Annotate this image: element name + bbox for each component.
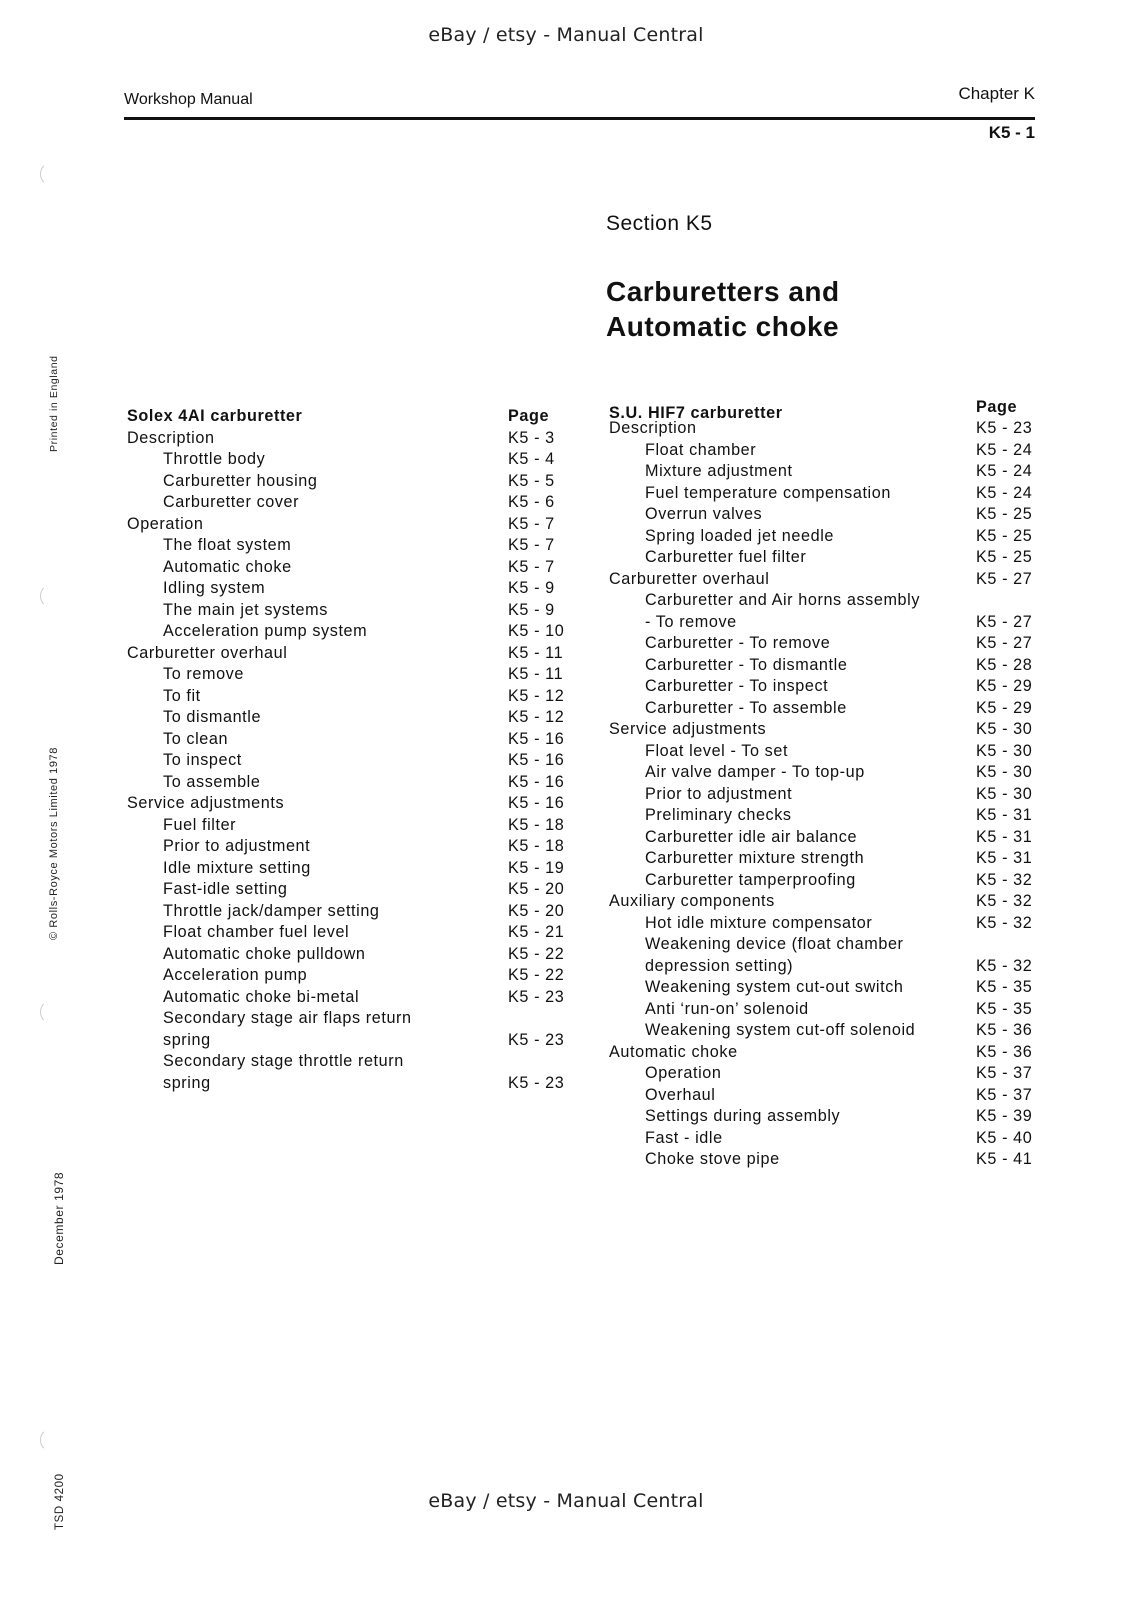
toc-entry — [127, 664, 577, 686]
toc-entry-page: K5 - 9 — [508, 579, 555, 597]
toc-entry-title: Throttle body — [163, 450, 266, 468]
toc-heading — [609, 398, 1039, 422]
toc-entry-page: K5 - 37 — [976, 1085, 1033, 1104]
toc-entry-title: Carburetter overhaul — [127, 643, 288, 662]
toc-entry-title: Automatic choke bi-metal — [163, 987, 360, 1006]
toc-entry-page: K5 - 28 — [976, 655, 1033, 674]
toc-entry — [609, 1128, 1039, 1150]
toc-entry-page: K5 - 30 — [976, 784, 1033, 803]
toc-items — [127, 428, 577, 1095]
toc-entry-title: Carburetter fuel filter — [645, 548, 807, 566]
toc-entry-title: Acceleration pump — [163, 966, 308, 984]
toc-entry — [127, 815, 577, 837]
toc-entry-page: K5 - 19 — [508, 858, 565, 877]
toc-entry — [127, 1051, 577, 1094]
toc-entry-title: Hot idle mixture compensator — [645, 913, 873, 932]
toc-heading-text: S.U. HIF7 carburetter — [609, 404, 783, 422]
toc-entry — [609, 1020, 1039, 1042]
toc-entry-title: Weakening system cut-off solenoid — [645, 1021, 916, 1039]
toc-entry-page: K5 - 32 — [976, 913, 1033, 932]
toc-entry-title: The main jet systems — [163, 600, 328, 619]
margin-printed-in: Printed in England — [48, 355, 60, 452]
toc-entry-page: K5 - 9 — [508, 600, 555, 619]
toc-entry-page: K5 - 12 — [508, 686, 565, 705]
toc-entry-page: K5 - 27 — [976, 612, 1033, 631]
toc-entry-page: K5 - 11 — [508, 643, 564, 662]
toc-entry-page: K5 - 31 — [976, 827, 1033, 846]
punch-hole-mark — [40, 1000, 63, 1024]
toc-entry-page: K5 - 40 — [976, 1128, 1033, 1147]
toc-entry — [609, 784, 1039, 806]
toc-heading-text: Solex 4AI carburetter — [127, 407, 303, 425]
toc-entry-title: Carburetter - To assemble — [645, 698, 847, 717]
toc-entry-title: Description — [127, 428, 215, 447]
toc-entry-title: Automatic choke — [163, 557, 292, 576]
toc-entry-title: Carburetter - To inspect — [645, 677, 829, 695]
toc-entry-title: Air valve damper - To top-up — [645, 763, 865, 781]
toc-entry — [127, 836, 577, 858]
toc-entry — [127, 643, 577, 665]
toc-entry — [127, 428, 577, 450]
toc-entry — [127, 922, 577, 944]
toc-entry-page: K5 - 27 — [976, 634, 1033, 652]
toc-entry — [127, 772, 577, 794]
toc-entry-title: Choke stove pipe — [645, 1150, 780, 1168]
toc-entry-title: Overrun valves — [645, 505, 763, 523]
toc-entry-page: K5 - 30 — [976, 720, 1033, 738]
header-manual-title: Workshop Manual — [124, 91, 253, 108]
punch-hole-mark — [40, 1428, 63, 1452]
section-title-line1: Carburetters and — [606, 276, 840, 307]
toc-entry — [609, 805, 1039, 827]
toc-entry — [609, 848, 1039, 870]
toc-entry-title: Secondary stage air flaps return spring — [163, 1009, 412, 1049]
toc-heading — [127, 406, 577, 428]
toc-entry — [609, 977, 1039, 999]
toc-entry — [609, 999, 1039, 1021]
toc-entry-page: K5 - 18 — [508, 837, 565, 855]
toc-entry-page: K5 - 31 — [976, 806, 1033, 824]
toc-entry-title: Operation — [645, 1064, 722, 1082]
toc-entry-page: K5 - 35 — [976, 978, 1033, 996]
toc-entry — [127, 449, 577, 471]
toc-entry-page: K5 - 30 — [976, 763, 1033, 781]
toc-entry-title: Carburetter cover — [163, 493, 300, 511]
toc-entry — [609, 1085, 1039, 1107]
toc-entry — [609, 526, 1039, 548]
toc-entry — [609, 461, 1039, 483]
toc-entry-title: Anti ‘run-on’ solenoid — [645, 999, 809, 1018]
toc-entry — [127, 535, 577, 557]
toc-entry-page: K5 - 36 — [976, 1021, 1033, 1039]
toc-entry-page: K5 - 22 — [508, 944, 565, 963]
toc-page-label: Page — [508, 407, 550, 425]
toc-entry — [609, 719, 1039, 741]
header-chapter: Chapter K — [958, 84, 1035, 103]
toc-entry — [609, 762, 1039, 784]
toc-entry-page: K5 - 37 — [976, 1064, 1033, 1082]
margin-copyright: © Rolls-Royce Motors Limited 1978 — [48, 747, 60, 940]
toc-entry — [127, 1008, 577, 1051]
toc-entry-page: K5 - 25 — [976, 505, 1033, 523]
toc-entry — [127, 557, 577, 579]
toc-entry — [609, 1042, 1039, 1064]
toc-entry — [609, 1063, 1039, 1085]
header-page-number: K5 - 1 — [988, 123, 1035, 142]
toc-entry — [609, 633, 1039, 655]
toc-entry — [127, 600, 577, 622]
toc-entry-title: Throttle jack/damper setting — [163, 901, 380, 920]
toc-entry-title: Mixture adjustment — [645, 462, 793, 480]
punch-hole-mark — [40, 162, 63, 186]
toc-entry-page: K5 - 25 — [976, 548, 1033, 566]
toc-entry-page: K5 - 24 — [976, 462, 1033, 480]
toc-entry-page: K5 - 16 — [508, 729, 565, 748]
toc-items — [609, 418, 1039, 1171]
watermark-bottom: eBay / etsy - Manual Central — [428, 1490, 704, 1512]
toc-entry-title: Description — [609, 419, 697, 437]
toc-entry-page: K5 - 32 — [976, 870, 1033, 889]
toc-entry — [609, 1149, 1039, 1171]
toc-entry — [609, 483, 1039, 505]
toc-entry-title: Overhaul — [645, 1085, 716, 1104]
toc-entry — [127, 879, 577, 901]
toc-entry — [609, 504, 1039, 526]
toc-entry-title: Secondary stage throttle return spring — [163, 1052, 404, 1092]
toc-entry-page: K5 - 30 — [976, 741, 1033, 760]
toc-entry-title: To fit — [163, 686, 201, 705]
toc-entry-page: K5 - 22 — [508, 966, 565, 984]
toc-entry — [127, 471, 577, 493]
toc-entry — [609, 870, 1039, 892]
toc-entry — [609, 547, 1039, 569]
toc-entry-title: Fast-idle setting — [163, 880, 288, 898]
toc-entry-page: K5 - 3 — [508, 428, 555, 447]
toc-entry — [127, 944, 577, 966]
toc-entry-title: Idling system — [163, 579, 266, 597]
toc-entry-page: K5 - 23 — [508, 987, 565, 1006]
punch-hole-mark — [40, 584, 63, 608]
toc-entry-title: Prior to adjustment — [163, 837, 311, 855]
toc-entry-page: K5 - 16 — [508, 772, 565, 791]
toc-entry-title: Float level - To set — [645, 741, 789, 760]
toc-entry — [127, 987, 577, 1009]
toc-entry-page: K5 - 27 — [976, 569, 1033, 588]
toc-entry — [127, 729, 577, 751]
toc-entry-title: Acceleration pump system — [163, 622, 368, 640]
toc-entry-page: K5 - 7 — [508, 514, 555, 533]
toc-entry-title: To dismantle — [163, 708, 262, 726]
toc-entry — [609, 741, 1039, 763]
toc-entry-page: K5 - 32 — [976, 956, 1033, 975]
toc-entry — [127, 750, 577, 772]
toc-entry-page: K5 - 25 — [976, 526, 1033, 545]
toc-entry-page: K5 - 24 — [976, 483, 1033, 502]
toc-entry-page: K5 - 36 — [976, 1042, 1033, 1061]
toc-entry-title: Prior to adjustment — [645, 784, 793, 803]
toc-entry-title: Carburetter tamperproofing — [645, 870, 856, 889]
toc-entry-page: K5 - 18 — [508, 815, 565, 834]
toc-entry-title: Carburetter mixture strength — [645, 849, 865, 867]
toc-entry-page: K5 - 16 — [508, 751, 565, 769]
toc-entry-page: K5 - 20 — [508, 901, 565, 920]
margin-doc-number: TSD 4200 — [54, 1473, 66, 1530]
toc-entry-title: Automatic choke pulldown — [163, 944, 366, 963]
watermark-top: eBay / etsy - Manual Central — [428, 24, 704, 46]
toc-entry — [609, 676, 1039, 698]
toc-entry — [609, 891, 1039, 913]
toc-entry-title: Automatic choke — [609, 1042, 738, 1061]
toc-entry — [609, 934, 1039, 977]
toc-entry-title: To remove — [163, 665, 244, 683]
toc-entry-title: Service adjustments — [127, 794, 285, 812]
toc-entry-page: K5 - 16 — [508, 794, 565, 812]
section-title — [606, 274, 840, 344]
toc-entry — [127, 965, 577, 987]
toc-entry — [609, 440, 1039, 462]
toc-entry-page: K5 - 41 — [976, 1150, 1033, 1168]
toc-entry-title: Float chamber — [645, 440, 757, 459]
toc-entry-title: Weakening device (float chamber depression setting) — [645, 935, 904, 975]
toc-entry-page: K5 - 4 — [508, 450, 555, 468]
toc-entry-title: Fuel filter — [163, 815, 237, 834]
toc-entry-page: K5 - 23 — [976, 419, 1033, 437]
toc-entry-page: K5 - 6 — [508, 493, 555, 511]
header-rule — [124, 117, 1035, 120]
toc-entry-title: Float chamber fuel level — [163, 923, 350, 941]
toc-entry-page: K5 - 7 — [508, 557, 555, 576]
toc-entry — [609, 418, 1039, 440]
toc-entry — [127, 858, 577, 880]
toc-entry — [127, 707, 577, 729]
toc-entry-title: Carburetter overhaul — [609, 569, 770, 588]
toc-entry-title: Carburetter idle air balance — [645, 827, 858, 846]
toc-entry — [609, 698, 1039, 720]
toc-su — [609, 398, 1039, 1171]
toc-entry-title: To clean — [163, 729, 229, 748]
toc-entry-page: K5 - 20 — [508, 880, 565, 898]
toc-entry — [127, 578, 577, 600]
toc-page-label: Page — [976, 398, 1018, 416]
toc-entry-page: K5 - 5 — [508, 471, 555, 490]
toc-entry-page: K5 - 39 — [976, 1107, 1033, 1125]
section-title-line2: Automatic choke — [606, 311, 840, 342]
toc-entry-title: Carburetter housing — [163, 471, 318, 490]
toc-entry — [609, 569, 1039, 591]
toc-entry-title: Carburetter - To remove — [645, 634, 831, 652]
toc-entry-page: K5 - 12 — [508, 708, 565, 726]
toc-entry-page: K5 - 10 — [508, 622, 565, 640]
toc-entry-title: Carburetter - To dismantle — [645, 655, 848, 674]
toc-entry-title: To inspect — [163, 751, 242, 769]
toc-entry-title: Settings during assembly — [645, 1107, 841, 1125]
toc-entry-page: K5 - 31 — [976, 849, 1033, 867]
margin-date: December 1978 — [52, 1171, 66, 1265]
section-label: Section K5 — [606, 212, 713, 235]
toc-entry — [609, 913, 1039, 935]
toc-entry-title: Auxiliary components — [609, 892, 775, 910]
toc-entry — [127, 514, 577, 536]
toc-entry — [127, 621, 577, 643]
toc-entry-page: K5 - 21 — [508, 923, 565, 941]
toc-entry — [609, 655, 1039, 677]
toc-entry-title: Carburetter and Air horns assembly - To remove — [645, 591, 921, 631]
toc-entry-title: Idle mixture setting — [163, 858, 311, 877]
toc-entry — [609, 590, 1039, 633]
toc-entry-page: K5 - 29 — [976, 677, 1033, 695]
toc-entry-title: Service adjustments — [609, 720, 767, 738]
toc-entry-page: K5 - 7 — [508, 536, 555, 554]
toc-entry — [609, 1106, 1039, 1128]
toc-entry-title: Weakening system cut-out switch — [645, 978, 904, 996]
toc-entry-title: Preliminary checks — [645, 806, 792, 824]
toc-solex — [127, 406, 577, 1094]
toc-entry-title: The float system — [163, 536, 292, 554]
toc-entry-title: Operation — [127, 514, 204, 533]
toc-entry-page: K5 - 23 — [508, 1030, 565, 1049]
toc-entry-title: Fuel temperature compensation — [645, 483, 891, 502]
toc-entry-page: K5 - 11 — [508, 665, 564, 683]
toc-entry-page: K5 - 29 — [976, 698, 1033, 717]
toc-entry-page: K5 - 23 — [508, 1073, 565, 1092]
toc-entry — [127, 793, 577, 815]
toc-entry-title: Fast - idle — [645, 1128, 723, 1147]
toc-entry — [609, 827, 1039, 849]
toc-entry-page: K5 - 24 — [976, 440, 1033, 459]
toc-entry-title: Spring loaded jet needle — [645, 526, 835, 545]
toc-entry-title: To assemble — [163, 772, 261, 791]
toc-entry — [127, 492, 577, 514]
toc-entry — [127, 901, 577, 923]
toc-entry-page: K5 - 32 — [976, 892, 1033, 910]
toc-entry-page: K5 - 35 — [976, 999, 1033, 1018]
toc-entry — [127, 686, 577, 708]
